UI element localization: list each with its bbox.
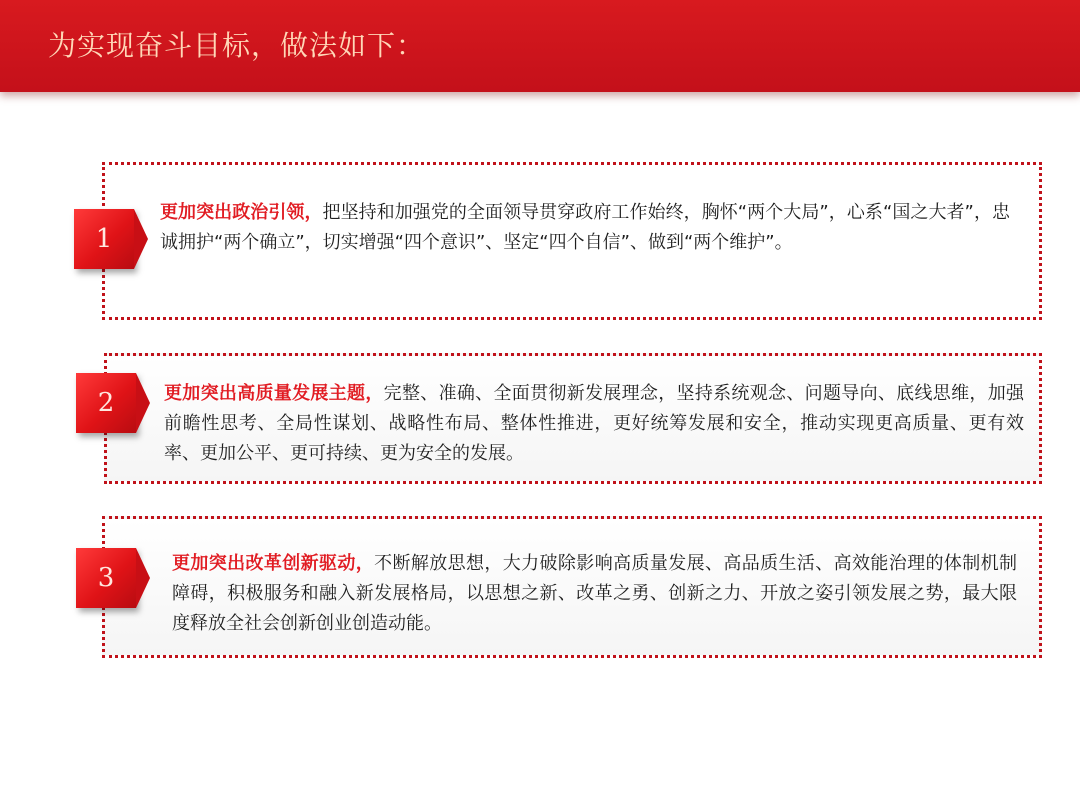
page-title: 为实现奋斗目标，做法如下： (48, 29, 426, 62)
number-badge-2 (76, 373, 136, 433)
item-lead-1: 更加突出政治引领， (160, 202, 323, 223)
item-body-2: 完整、准确、全面贯彻新发展理念，坚持系统观念、问题导向、底线思维，加强前瞻性思考、全局性谋划、战略性布局、整体性推进，更好统筹发展和安全，推动实现更高质量、更有效率、更加公平、更可持续、更为安全的发展。 (164, 383, 1025, 464)
item-text-3 (172, 549, 1017, 639)
item-lead-2: 更加突出高质量发展主题， (164, 383, 384, 404)
badge-number-3: 3 (97, 563, 115, 593)
number-badge-3 (76, 548, 136, 608)
item-text-2 (164, 379, 1024, 469)
number-badge-1 (74, 209, 134, 269)
item-body-1: 把坚持和加强党的全面领导贯穿政府工作始终，胸怀“两个大局”，心系“国之大者”，忠诚拥护“两个确立”，切实增强“四个意识”、坚定“四个自信”、做到“两个维护”。 (160, 202, 1010, 253)
item-body-3: 不断解放思想，大力破除影响高质量发展、高品质生活、高效能治理的体制机制障碍，积极服务和融入新发展格局，以思想之新、改革之勇、创新之力、开放之姿引领发展之势，最大限度释放全社会创新创业创造动能。 (172, 553, 1017, 634)
header-bar (0, 0, 1080, 92)
item-text-1 (160, 198, 1010, 258)
badge-number-2: 2 (97, 388, 115, 418)
badge-number-1: 1 (95, 224, 113, 254)
item-lead-3: 更加突出改革创新驱动， (172, 553, 375, 574)
